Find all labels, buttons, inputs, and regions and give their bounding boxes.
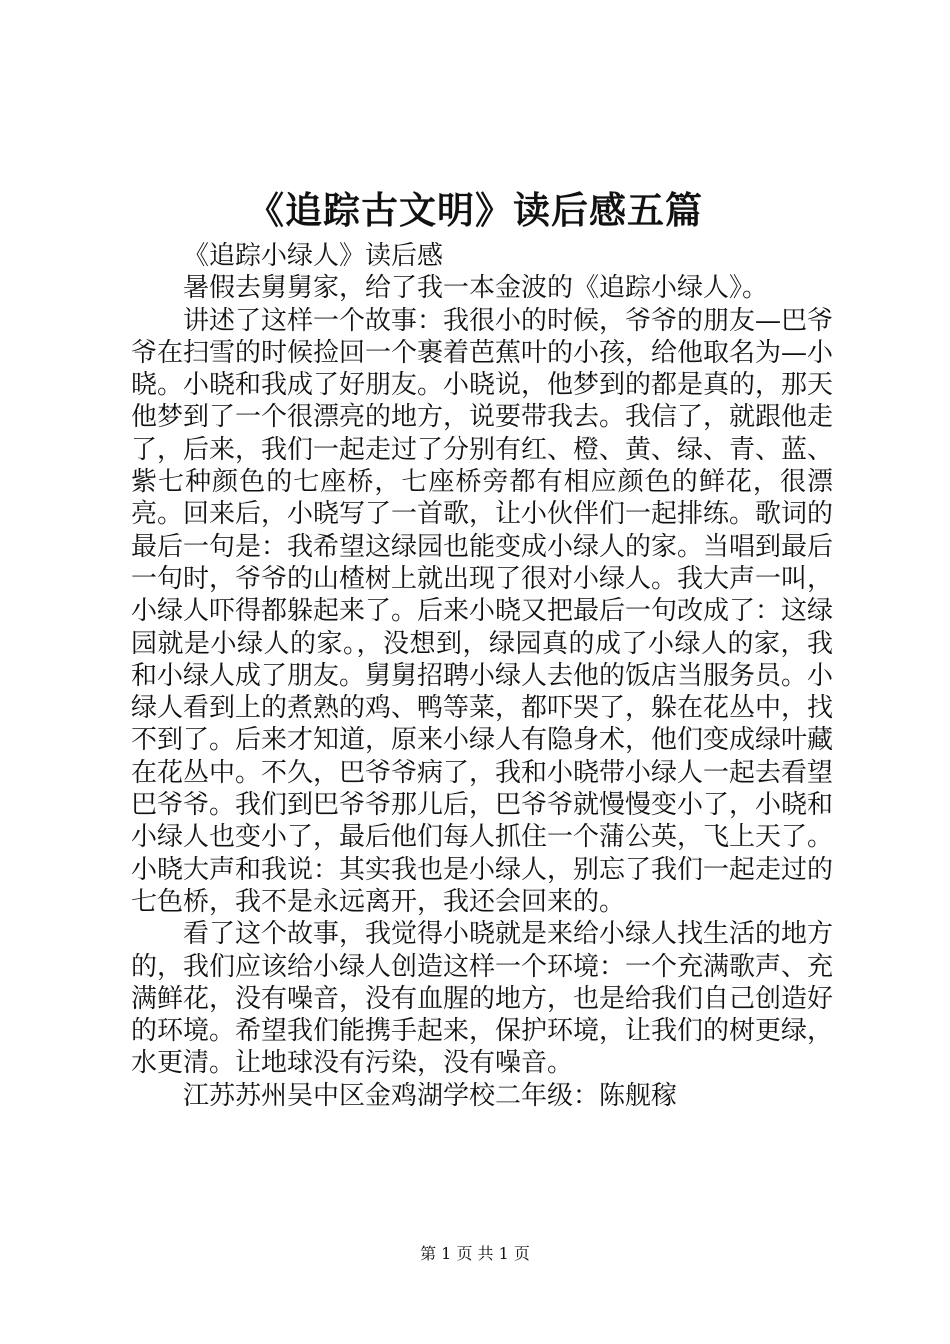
document-body	[131, 240, 833, 1112]
paragraph-story: 讲述了这样一个故事：我很小的时候，爷爷的朋友—巴爷爷在扫雪的时候捡回一个裹着芭蕉叶的小孩，给他取名为—小晓。小晓和我成了好朋友。小晓说，他梦到的都是真的，那天他梦到了一个很漂亮的地方，说要带我去。我信了，就跟他走了，后来，我们一起走过了分别有红、橙、黄、绿、青、蓝、紫七种颜色的七座桥，七座桥旁都有相应颜色的鲜花，很漂亮。回来后，小晓写了一首歌，让小伙伴们一起排练。歌词的最后一句是：我希望这绿园也能变成小绿人的家。当唱到最后一句时，爷爷的山楂树上就出现了很对小绿人。我大声一叫，小绿人吓得都躲起来了。后来小晓又把最后一句改成了：这绿园就是小绿人的家。，没想到，绿园真的成了小绿人的家，我和小绿人成了朋友。舅舅招聘小绿人去他的饭店当服务员。小绿人看到上的煮熟的鸡、鸭等菜，都吓哭了，躲在花丛中，找不到了。后来才知道，原来小绿人有隐身术，他们变成绿叶藏在花丛中。不久，巴爷爷病了，我和小晓带小绿人一起去看望巴爷爷。我们到巴爷爷那儿后，巴爷爷就慢慢变小了，小晓和小绿人也变小了，最后他们每人抓住一个蒲公英，飞上天了。小晓大声和我说：其实我也是小绿人，别忘了我们一起走过的七色桥，我不是永远离开，我还会回来的。	[131, 305, 834, 917]
document-title: 《追踪古文明》读后感五篇	[247, 188, 703, 232]
essay-subtitle: 《追踪小绿人》读后感	[183, 241, 444, 271]
paragraph-intro: 暑假去舅舅家，给了我一本金波的《追踪小绿人》。	[183, 273, 769, 304]
author-line: 江苏苏州吴中区金鸡湖学校二年级：陈舰稼	[183, 1080, 678, 1111]
paragraph-reflection: 看了这个故事，我觉得小晓就是来给小绿人找生活的地方的，我们应该给小绿人创造这样一个环境：一个充满歌声、充满鲜花，没有噪音，没有血腥的地方，也是给我们自己创造好的环境。希望我们能携手起来，保护环境，让我们的树更绿，水更清。让地球没有污染，没有噪音。	[131, 919, 834, 1079]
page-number-footer: 第 1 页 共 1 页	[420, 1244, 530, 1263]
